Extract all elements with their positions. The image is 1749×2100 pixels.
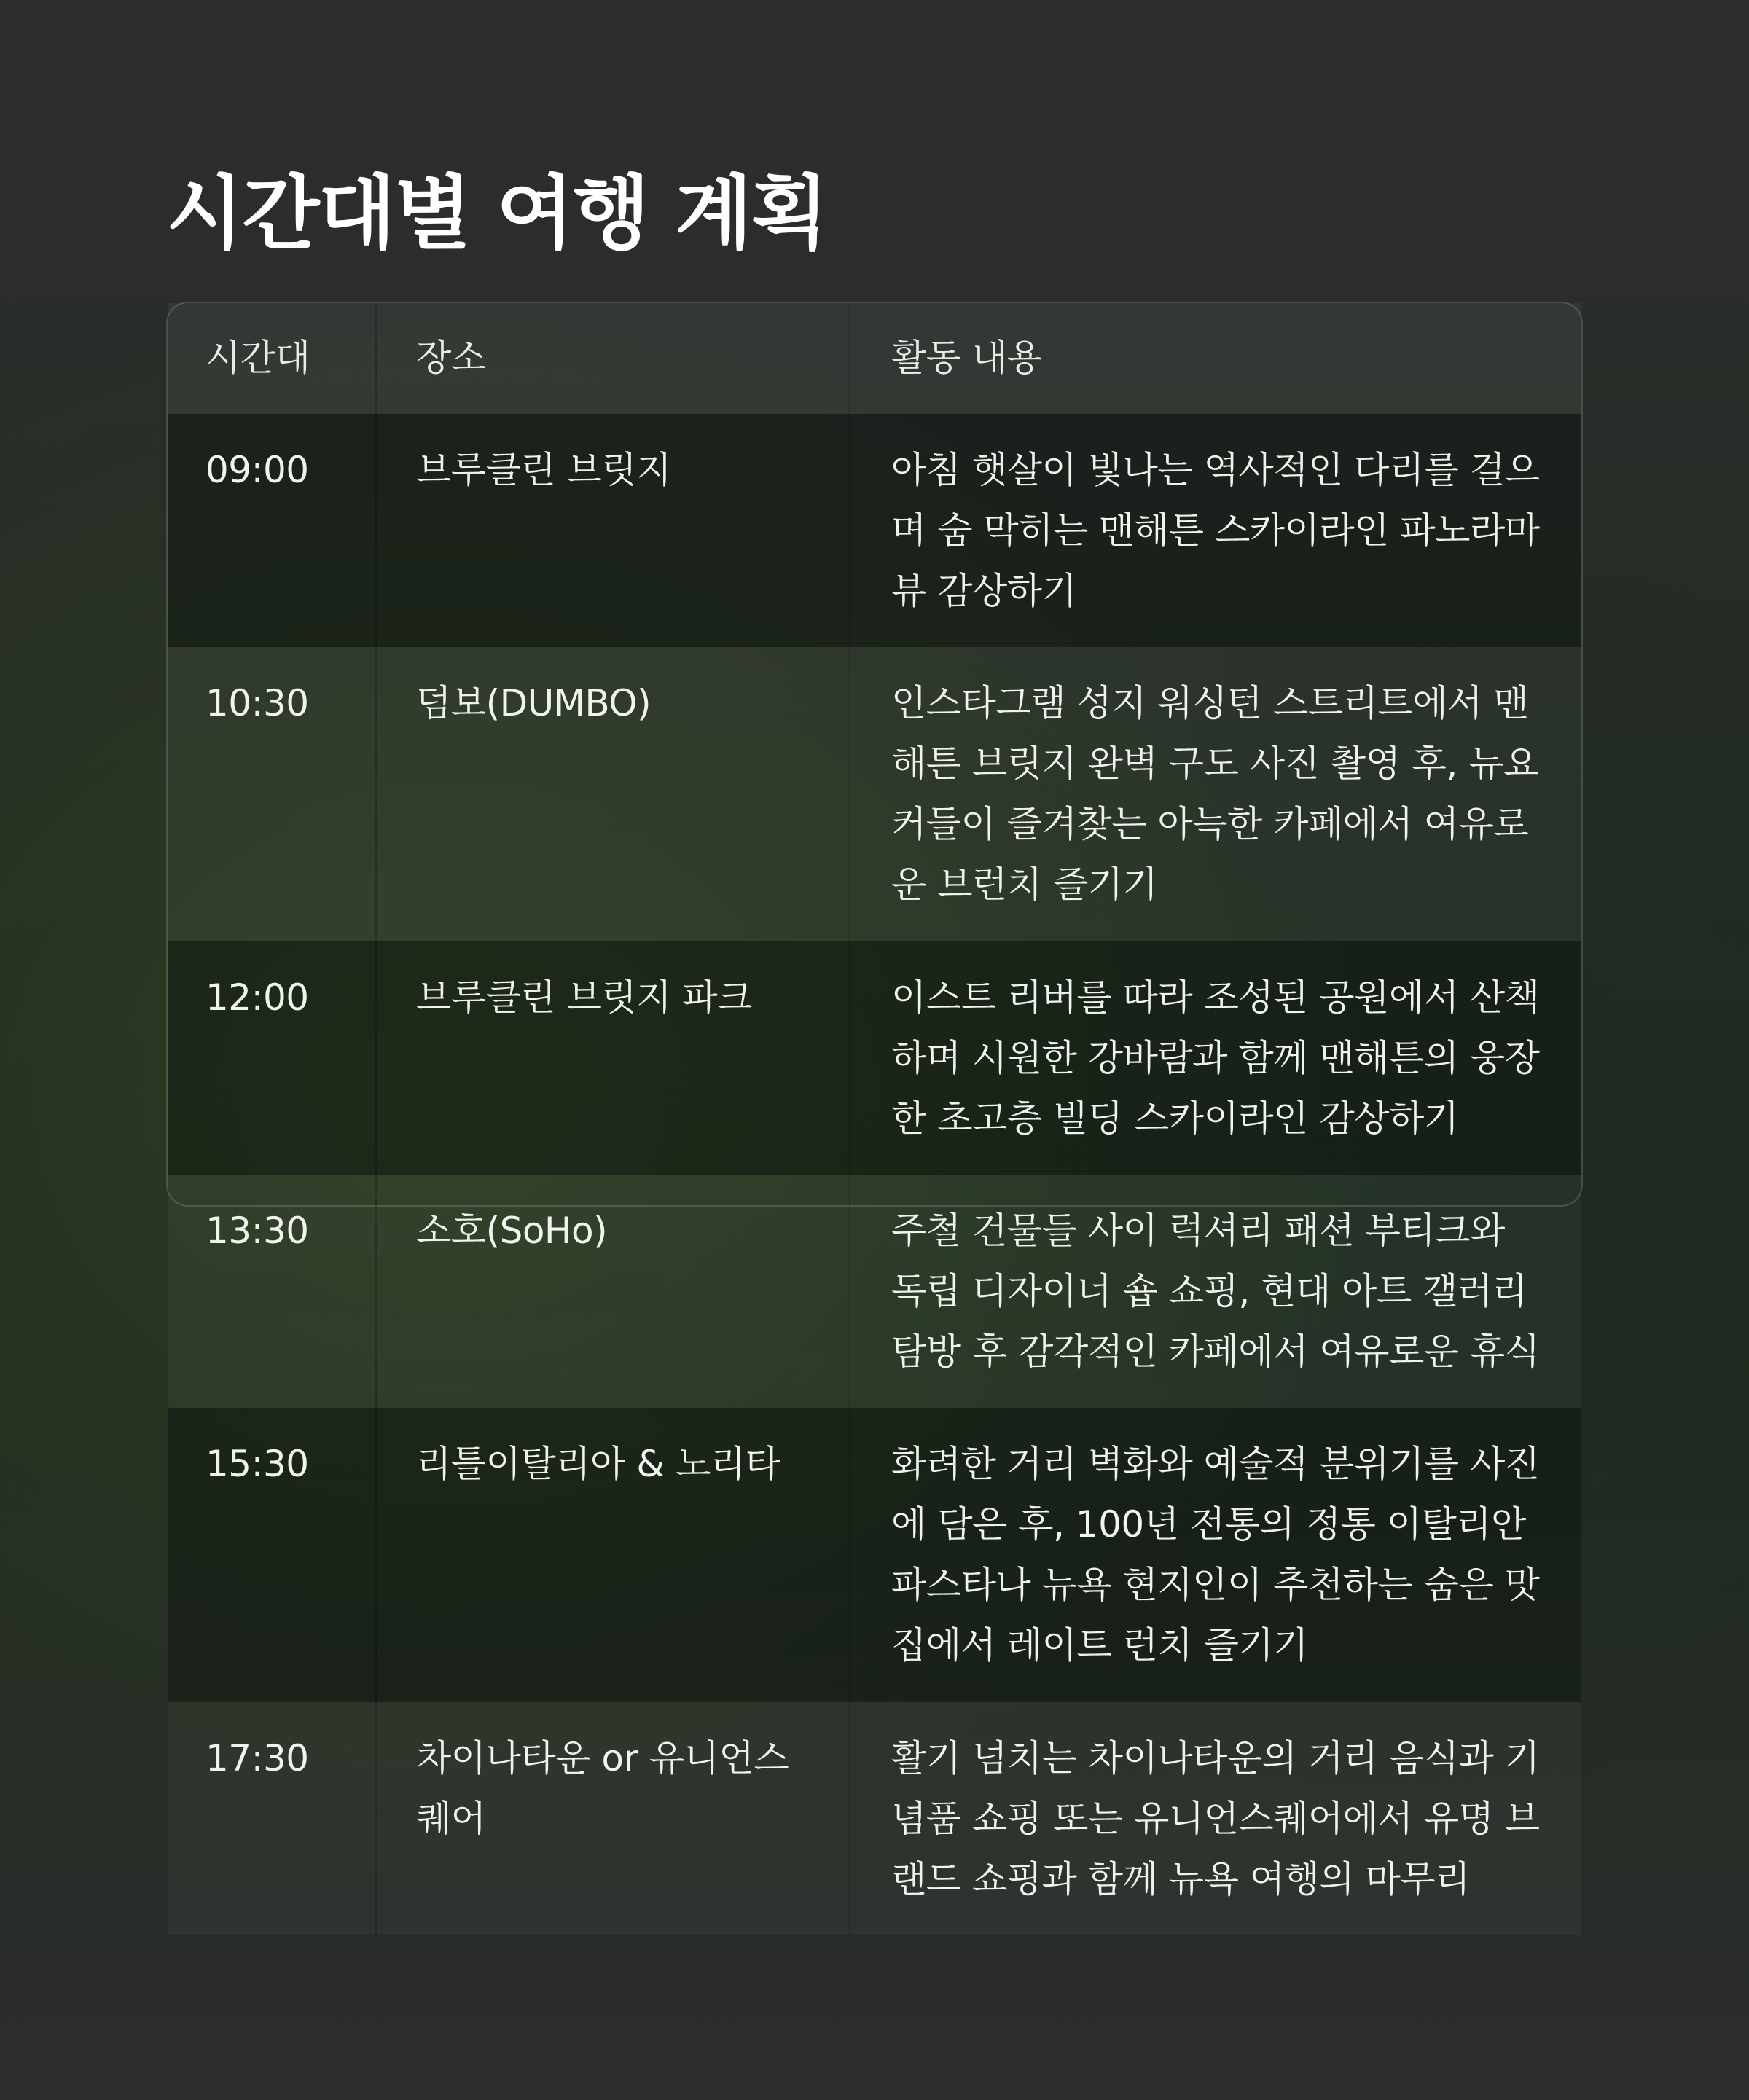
activity-line: 념품 쇼핑 또는 유니언스퀘어에서 유명 브: [891, 1798, 1540, 1840]
place-cell: [377, 941, 850, 1175]
place-cell: [377, 647, 850, 941]
activity-cell: [850, 414, 1581, 647]
place-line: 덤보(DUMBO): [416, 682, 652, 724]
table-row: [168, 1408, 1581, 1702]
activity-line: 운 브런치 즐기기: [891, 863, 1158, 906]
activity-line: 며 숨 막히는 맨해튼 스카이라인 파노라마: [891, 509, 1540, 552]
activity-line: 주철 건물들 사이 럭셔리 패션 부티크와: [891, 1210, 1505, 1252]
table-body: [168, 414, 1581, 1935]
time-cell: 15:30: [168, 1408, 377, 1702]
activity-line: 해튼 브릿지 완벽 구도 사진 촬영 후, 뉴요: [891, 743, 1538, 785]
activity-cell: [850, 1175, 1581, 1408]
activity-line: 집에서 레이트 런치 즐기기: [891, 1624, 1308, 1666]
place-line: 리틀이탈리아 & 노리타: [416, 1443, 780, 1485]
itinerary-table: [166, 302, 1583, 1900]
time-cell: 17:30: [168, 1702, 377, 1935]
table-row: [168, 1702, 1581, 1935]
place-line: 브루클린 브릿지: [416, 449, 671, 491]
place-line: 소호(SoHo): [416, 1210, 608, 1252]
activity-line: 랜드 쇼핑과 함께 뉴욕 여행의 마무리: [891, 1858, 1470, 1900]
activity-line: 한 초고층 빌딩 스카이라인 감상하기: [891, 1097, 1459, 1140]
place-line: 퀘어: [416, 1798, 486, 1840]
page-title: 시간대별 여행 계획: [166, 167, 827, 260]
place-cell: [377, 1702, 850, 1935]
activity-line: 독립 디자이너 숍 쇼핑, 현대 아트 갤러리: [891, 1270, 1527, 1312]
activity-line: 인스타그램 성지 워싱턴 스트리트에서 맨: [891, 682, 1529, 724]
time-cell: 10:30: [168, 647, 377, 941]
activity-line: 에 담은 후, 100년 전통의 정통 이탈리안: [891, 1503, 1526, 1545]
activity-cell: [850, 647, 1581, 941]
activity-line: 커들이 즐겨찾는 아늑한 카페에서 여유로: [891, 803, 1529, 845]
place-line: 차이나타운 or 유니언스: [416, 1737, 789, 1779]
activity-line: 활기 넘치는 차이나타운의 거리 음식과 기: [891, 1737, 1540, 1779]
activity-line: 이스트 리버를 따라 조성된 공원에서 산책: [891, 976, 1540, 1019]
header-place: 장소: [377, 303, 850, 414]
activity-line: 파스타나 뉴욕 현지인이 추천하는 숨은 맛: [891, 1564, 1540, 1606]
table-row: [168, 647, 1581, 941]
activity-line: 아침 햇살이 빛나는 역사적인 다리를 걸으: [891, 449, 1540, 491]
activity-cell: [850, 1702, 1581, 1935]
place-cell: [377, 1175, 850, 1408]
place-line: 브루클린 브릿지 파크: [416, 976, 752, 1019]
place-cell: [377, 414, 850, 647]
activity-line: 화려한 거리 벽화와 예술적 분위기를 사진: [891, 1443, 1540, 1485]
table-row: [168, 1175, 1581, 1408]
activity-line: 탐방 후 감각적인 카페에서 여유로운 휴식: [891, 1331, 1540, 1373]
time-cell: 13:30: [168, 1175, 377, 1408]
time-cell: 09:00: [168, 414, 377, 647]
header-time: 시간대: [168, 303, 377, 414]
table-row: [168, 414, 1581, 647]
time-cell: 12:00: [168, 941, 377, 1175]
activity-line: 하며 시원한 강바람과 함께 맨해튼의 웅장: [891, 1037, 1540, 1079]
activity-cell: [850, 1408, 1581, 1702]
place-cell: [377, 1408, 850, 1702]
activity-line: 뷰 감상하기: [891, 570, 1077, 612]
table-header-row: [168, 303, 1581, 414]
header-activity: 활동 내용: [891, 337, 1042, 379]
table-row: [168, 941, 1581, 1175]
activity-cell: [850, 941, 1581, 1175]
